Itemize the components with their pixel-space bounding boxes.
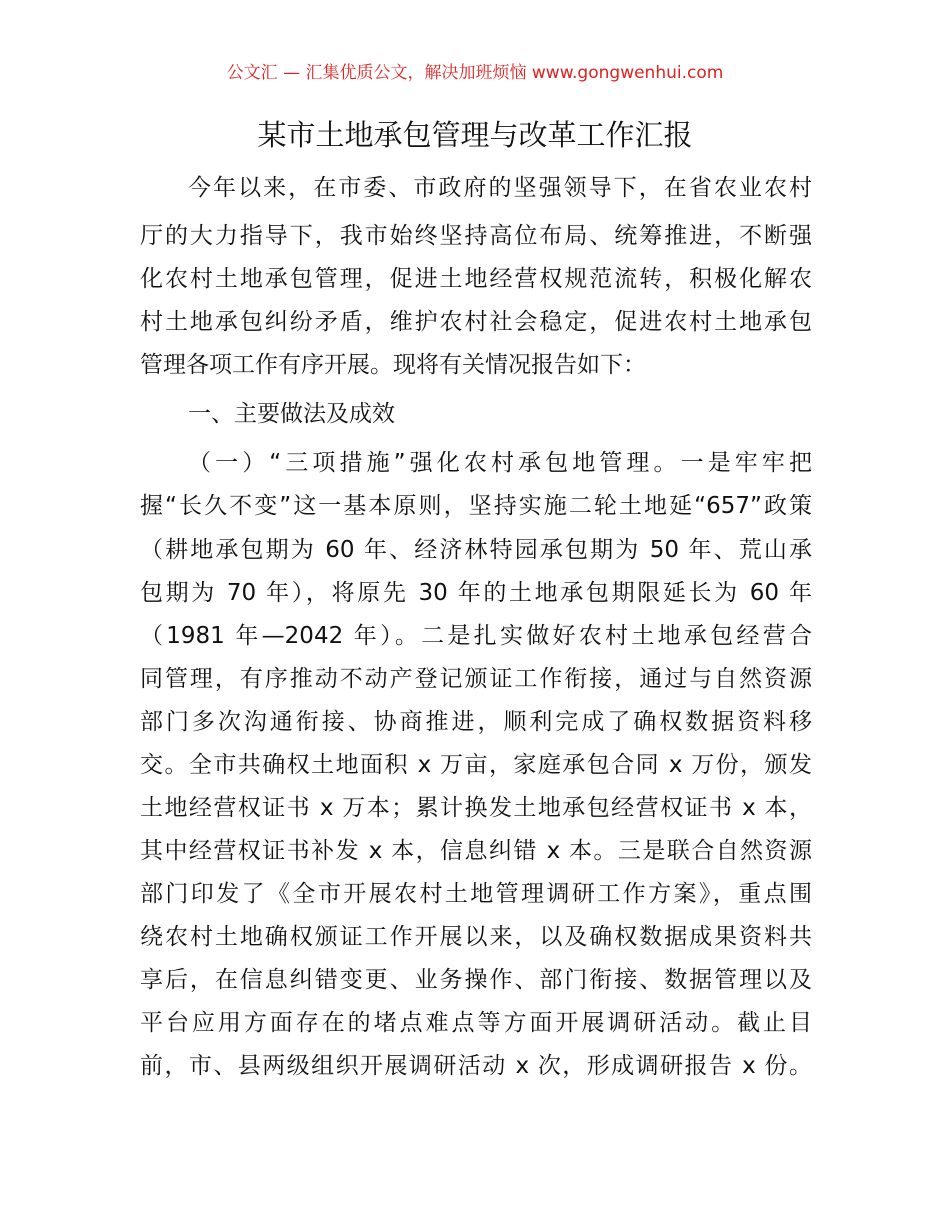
paragraph-line: 厅的大力指导下，我市始终坚持高位布局、统筹推进，不断强 [140,223,812,249]
paragraph-line: 握“长久不变”这一基本原则，坚持实施二轮土地延“657”政策 [140,493,812,519]
paragraph-line: 包期为 70 年），将原先 30 年的土地承包期限延长为 60 年 [140,580,812,606]
paragraph-line: 土地经营权证书 x 万本；累计换发土地承包经营权证书 x 本， [140,795,812,821]
paragraph-line: （一）“三项措施”强化农村承包地管理。一是牢牢把 [188,450,812,476]
paragraph-line: 部门印发了《全市开展农村土地管理调研工作方案》，重点围 [140,881,812,907]
watermark-banner: 公文汇 — 汇集优质公文，解决加班烦恼 www.gongwenhui.com [226,63,724,83]
paragraph-line: 村土地承包纠纷矛盾，维护农村社会稳定，促进农村土地承包 [140,309,812,335]
paragraph-line: （耕地承包期为 60 年、经济林特园承包期为 50 年、荒山承 [140,537,812,563]
section-heading: 一、主要做法及成效 [188,401,395,427]
paragraph-line: 部门多次沟通衔接、协商推进，顺利完成了确权数据资料移 [140,709,812,735]
paragraph-line: 同管理，有序推动不动产登记颁证工作衔接，通过与自然资源 [140,666,812,692]
paragraph-line: 管理各项工作有序开展。现将有关情况报告如下： [140,352,646,378]
paragraph-line: 其中经营权证书补发 x 本，信息纠错 x 本。三是联合自然资源 [140,838,812,864]
paragraph-line: 交。全市共确权土地面积 x 万亩，家庭承包合同 x 万份，颁发 [140,752,812,778]
document-title: 某市土地承包管理与改革工作汇报 [257,118,693,152]
paragraph-line: （1981 年—2042 年）。二是扎实做好农村土地承包经营合 [140,623,812,649]
paragraph-line: 前，市、县两级组织开展调研活动 x 次，形成调研报告 x 份。 [140,1053,812,1079]
paragraph-line: 化农村土地承包管理，促进土地经营权规范流转，积极化解农 [140,266,812,292]
paragraph-line: 绕农村土地确权颁证工作开展以来，以及确权数据成果资料共 [140,924,812,950]
paragraph-line: 平台应用方面存在的堵点难点等方面开展调研活动。截止目 [140,1010,812,1036]
paragraph-line: 享后，在信息纠错变更、业务操作、部门衔接、数据管理以及 [140,967,812,993]
paragraph-line: 今年以来，在市委、市政府的坚强领导下，在省农业农村 [188,175,812,201]
